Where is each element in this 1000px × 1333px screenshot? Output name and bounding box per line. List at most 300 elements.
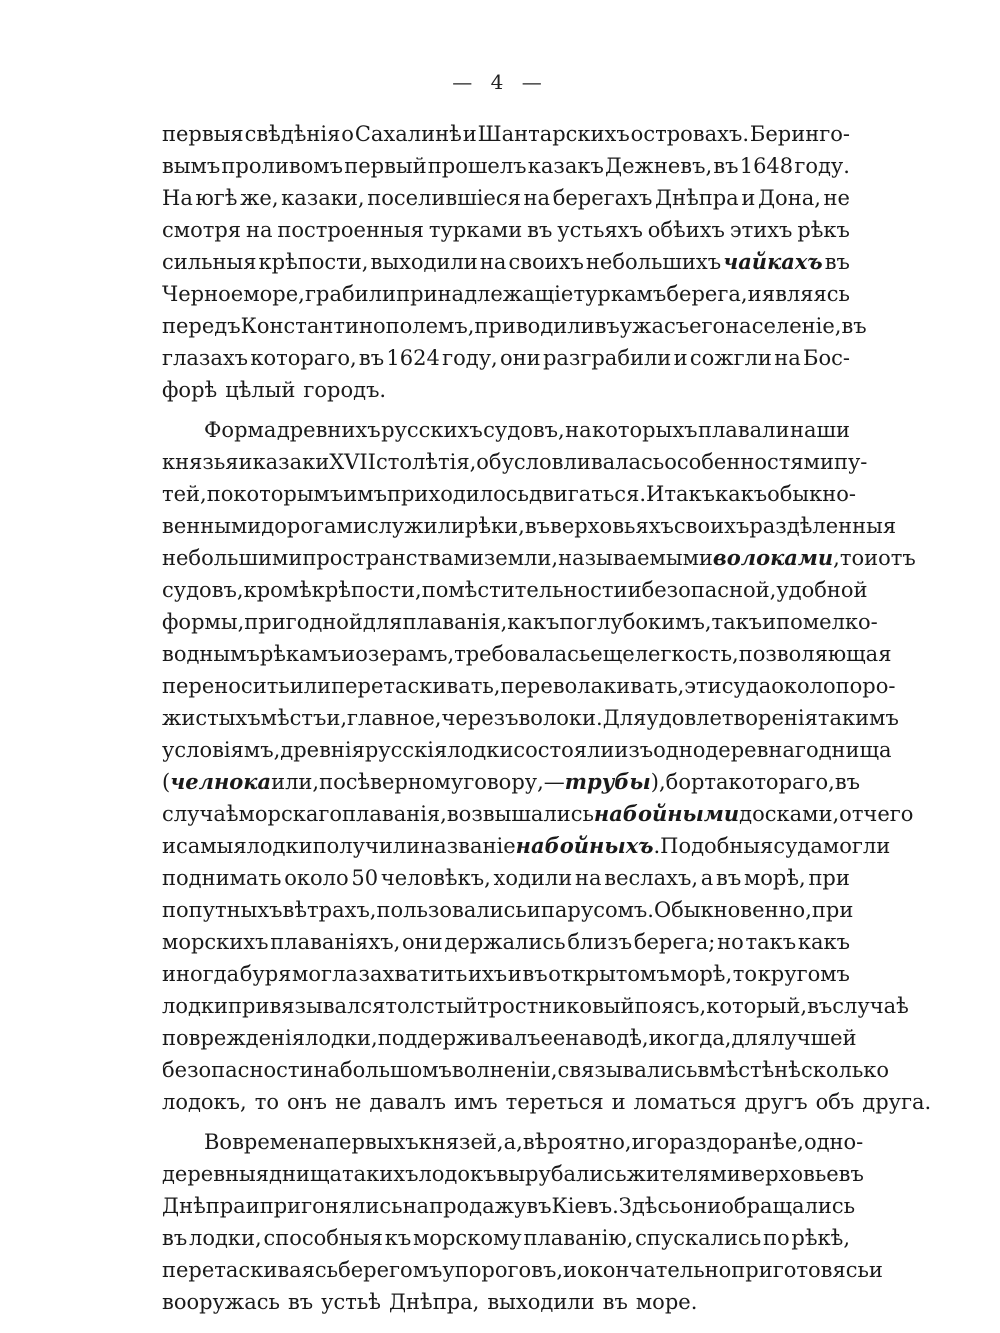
word: могла	[292, 962, 358, 986]
word: сильныя	[162, 250, 257, 274]
word: около	[771, 674, 836, 698]
word: способныя	[263, 1226, 383, 1250]
word: на	[523, 186, 551, 210]
word: лодки	[246, 834, 313, 858]
word: по	[206, 482, 234, 506]
word: получили	[312, 834, 421, 858]
word: и	[238, 450, 253, 474]
word: году.	[794, 154, 850, 178]
emphasized-word: волоками	[712, 545, 834, 570]
word: въ	[524, 514, 551, 538]
word: для	[731, 1026, 772, 1050]
word: поселившіеся	[367, 186, 521, 210]
word: турками	[428, 218, 523, 242]
word: первыхъ	[325, 1130, 419, 1154]
word: На	[162, 186, 193, 210]
word: при	[811, 898, 854, 922]
word: обращались	[721, 1194, 856, 1218]
word: трубы),	[564, 769, 666, 794]
word: море,	[243, 282, 305, 306]
word: судовъ,	[483, 418, 565, 442]
word: онъ	[286, 1090, 327, 1114]
word: въ	[526, 1194, 552, 1218]
word: Бос-	[803, 346, 850, 370]
word: еще	[590, 642, 635, 666]
word: въ	[162, 1226, 188, 1250]
word: веслахъ,	[604, 866, 699, 890]
word: форѣ	[162, 378, 218, 402]
word: югѣ	[195, 186, 238, 210]
word: Для	[602, 706, 647, 730]
word: водѣ,	[591, 1026, 649, 1050]
word: сожгли	[689, 346, 772, 370]
word: который,	[706, 994, 808, 1018]
text-line	[162, 574, 868, 606]
word: устьѣ	[321, 1290, 381, 1314]
word: объ	[815, 1090, 855, 1114]
word: а	[700, 866, 714, 890]
word: глубокимъ,	[586, 610, 712, 634]
word: и	[611, 1090, 626, 1114]
word: рѣкѣ,	[791, 1226, 850, 1250]
word: захватить	[358, 962, 468, 986]
text-line	[162, 862, 850, 894]
word: парусомъ.	[540, 898, 654, 922]
text-line	[162, 182, 850, 214]
word: крѣпости,	[311, 578, 422, 602]
word: цѣлый	[225, 378, 296, 402]
word: первыя	[162, 122, 244, 146]
word: попутныхъ	[162, 898, 283, 922]
word: лодки,	[304, 1026, 378, 1050]
word: и	[741, 186, 756, 210]
word: или,	[271, 770, 320, 794]
emphasized-word: набойными	[593, 801, 740, 826]
word: большомъ	[340, 1058, 452, 1082]
word: на	[574, 866, 602, 890]
word: 1648	[739, 154, 794, 178]
word: вѣроятно,	[522, 1130, 632, 1154]
word: на	[774, 346, 801, 370]
text-line	[162, 1286, 850, 1318]
word: берега,	[666, 282, 748, 306]
word: ужасъ	[619, 314, 690, 338]
word: поро-	[835, 674, 896, 698]
word: вѣтрахъ,	[282, 898, 377, 922]
word: на	[402, 1194, 430, 1218]
text-line	[162, 766, 861, 798]
word: плаванія,	[342, 802, 447, 826]
word: 50	[351, 866, 379, 890]
word: русскія	[364, 738, 448, 762]
word: Днѣпра,	[388, 1290, 480, 1314]
word: безопасности	[162, 1058, 314, 1082]
word: Во	[204, 1130, 233, 1154]
word: котораго,	[250, 346, 357, 370]
word: же,	[240, 186, 279, 210]
word: дорогами	[261, 514, 367, 538]
word: въ	[602, 1290, 628, 1314]
text-line	[162, 310, 867, 342]
text-line	[162, 1126, 864, 1158]
word: а,	[503, 1130, 523, 1154]
word: изъ	[614, 738, 654, 762]
word: открытомъ	[548, 962, 670, 986]
word: пу-	[833, 450, 868, 474]
word: главное,	[347, 706, 442, 730]
word: древнія	[280, 738, 365, 762]
word: Дона,	[757, 186, 821, 210]
word: называемыми	[558, 546, 713, 570]
word: море.	[635, 1290, 698, 1314]
word: требовалась	[454, 642, 591, 666]
word: пригодной	[244, 610, 363, 634]
word: двигаться.	[528, 482, 646, 506]
word: на	[313, 1058, 340, 1082]
word: держались	[444, 930, 566, 954]
word: спускались	[635, 1226, 762, 1250]
word: суда	[721, 674, 772, 698]
text-line	[162, 830, 891, 862]
word: своихъ	[673, 514, 750, 538]
word: берега;	[633, 930, 716, 954]
word: небольшихъ	[585, 250, 722, 274]
word: выходили	[487, 1290, 595, 1314]
word: и	[563, 1258, 577, 1282]
word: для	[362, 610, 403, 634]
word: случаѣ	[832, 994, 909, 1018]
word: особенностями	[664, 450, 834, 474]
word: то	[254, 1090, 279, 1114]
word: котораго,	[728, 770, 835, 794]
text-line	[162, 1054, 890, 1086]
word: глазахъ	[162, 346, 249, 370]
word: черезъ	[441, 706, 519, 730]
word: Шантарскихъ	[477, 122, 630, 146]
word: служили	[366, 514, 465, 538]
word: XVII	[329, 450, 376, 474]
word: или	[289, 674, 332, 698]
word: въ	[287, 1290, 314, 1314]
word: буря	[239, 962, 292, 986]
word: удовлетворенія	[646, 706, 818, 730]
word: морскаго	[238, 802, 343, 826]
word: около	[284, 866, 349, 890]
word: въ	[713, 154, 739, 178]
word	[594, 798, 739, 830]
word: тереться	[505, 1090, 604, 1114]
text-line	[162, 246, 850, 278]
word: суда	[773, 834, 823, 858]
word: проливомъ	[221, 154, 344, 178]
word: тростниковый	[477, 994, 635, 1018]
word: поднимать	[162, 866, 282, 890]
word: въ	[834, 770, 861, 794]
word: въ	[716, 866, 742, 890]
word: русскихъ	[381, 418, 483, 442]
word: лодки	[447, 738, 514, 762]
word: грабили	[305, 282, 396, 306]
word: толстый	[385, 994, 478, 1018]
word: венными	[162, 514, 262, 538]
word: и	[864, 546, 879, 570]
word: отъ	[878, 546, 916, 570]
word: морѣ,	[670, 962, 733, 986]
text-line	[162, 446, 868, 478]
word: выходили	[370, 250, 478, 274]
word: переносить	[162, 674, 290, 698]
word: морскихъ	[162, 930, 269, 954]
word: его	[689, 314, 726, 338]
word: переволакивать,	[500, 674, 685, 698]
word: и	[627, 578, 642, 602]
word: разграбили	[542, 346, 672, 370]
word: не	[823, 186, 850, 210]
word: обусловливалась	[476, 450, 665, 474]
word: такъ	[664, 482, 715, 506]
word: построенныя	[277, 218, 424, 242]
text-line	[162, 414, 850, 446]
word: формы,	[162, 610, 245, 634]
word: такъ	[711, 610, 763, 634]
word: иногда	[162, 962, 240, 986]
word: возвышались	[446, 802, 594, 826]
word: и	[462, 122, 477, 146]
word: по	[319, 770, 346, 794]
word: ихъ	[467, 962, 508, 986]
word: связывались	[557, 1058, 698, 1082]
word: на	[479, 250, 507, 274]
word: по	[762, 1226, 790, 1250]
word: набойныхъ.	[515, 833, 661, 858]
word: окончательно	[577, 1258, 732, 1282]
word: морѣ,	[743, 866, 806, 890]
emphasized-word: чайкахъ	[723, 249, 823, 274]
word: приготовясь	[731, 1258, 869, 1282]
word: крѣпости,	[258, 250, 369, 274]
word: о	[341, 122, 354, 146]
word: лодокъ	[418, 1162, 497, 1186]
text-line	[162, 150, 850, 182]
word: городъ.	[303, 378, 387, 402]
word: то	[732, 962, 758, 986]
word: казаки,	[281, 186, 365, 210]
word: рѣки,	[464, 514, 525, 538]
word: Черное	[162, 282, 244, 306]
word: Дежневъ,	[605, 154, 713, 178]
word: и	[673, 346, 688, 370]
word: днища	[818, 738, 892, 762]
word: удобной	[776, 578, 868, 602]
word: вырубались	[496, 1162, 627, 1186]
word: не	[335, 1090, 362, 1114]
word: лодки	[162, 994, 229, 1018]
word: позволяющая	[738, 642, 892, 666]
emphasized-word: набойныхъ	[515, 833, 654, 858]
word: плаванія,	[402, 610, 508, 634]
word: Днѣпра	[162, 1194, 246, 1218]
word: одно-	[803, 1130, 864, 1154]
word: ее	[540, 1026, 566, 1050]
paragraph-gap	[162, 1118, 850, 1126]
word: и	[631, 1130, 646, 1154]
word: въ	[527, 218, 553, 242]
word: кромѣ	[243, 578, 312, 602]
word: волненіи,	[451, 1058, 558, 1082]
word: условіямъ,	[162, 738, 281, 762]
word: они	[402, 930, 443, 954]
word: населеніе,	[725, 314, 842, 338]
word: обѣихъ	[647, 218, 725, 242]
word: по	[776, 610, 803, 634]
word: самыя	[176, 834, 247, 858]
word: по	[559, 610, 587, 634]
word: досками,	[739, 802, 840, 826]
word: на	[565, 1026, 592, 1050]
word: въ	[594, 314, 620, 338]
word: на	[245, 218, 273, 242]
word: сѣверному	[345, 770, 464, 794]
word: принадлежащіе	[396, 282, 574, 306]
word: близъ	[567, 930, 633, 954]
word	[723, 246, 823, 278]
paragraph-gap	[162, 406, 850, 414]
word: —	[543, 770, 565, 794]
word: они	[680, 1194, 722, 1218]
word: прошелъ	[427, 154, 527, 178]
word: нѣсколько	[774, 1058, 890, 1082]
text-line	[162, 1158, 864, 1190]
word: однодеревнаго	[653, 738, 819, 762]
word: и	[648, 1026, 663, 1050]
word: продажу	[429, 1194, 527, 1218]
word: времена	[232, 1130, 326, 1154]
word: Берингo-	[749, 122, 850, 146]
word: и,	[326, 706, 348, 730]
word: къ	[384, 1226, 412, 1250]
text-line	[162, 342, 850, 374]
word: которыхъ	[592, 418, 698, 442]
word: ломаться	[633, 1090, 737, 1114]
word: поясъ,	[634, 994, 707, 1018]
word: другъ	[744, 1090, 808, 1114]
text-line	[162, 1190, 856, 1222]
word: морскому	[413, 1226, 522, 1250]
word: устьяхъ	[557, 218, 643, 242]
text-line	[162, 606, 878, 638]
text-line	[162, 702, 899, 734]
word: эти	[684, 674, 722, 698]
emphasized-word: трубы	[564, 769, 651, 794]
word: князья	[162, 450, 239, 474]
word: верховьяхъ	[550, 514, 674, 538]
word: названіе	[420, 834, 516, 858]
word: и	[507, 962, 522, 986]
word: друга.	[862, 1090, 932, 1114]
word: отчего	[839, 802, 914, 826]
word: говору,	[463, 770, 544, 794]
paragraph	[162, 118, 867, 406]
word: этихъ	[729, 218, 793, 242]
text-line	[162, 990, 909, 1022]
word: имъ	[453, 1090, 498, 1114]
text-line	[162, 278, 850, 310]
word: раздѣленныя	[749, 514, 897, 538]
word: жителями	[626, 1162, 741, 1186]
word: верховьевъ	[740, 1162, 864, 1186]
word: казаки	[252, 450, 330, 474]
word: судовъ,	[162, 578, 244, 602]
word: рѣкамъ	[259, 642, 342, 666]
word: вмѣстѣ	[697, 1058, 775, 1082]
word: плавали	[697, 418, 790, 442]
word: пространствами	[302, 546, 484, 570]
word: состояли	[513, 738, 615, 762]
text-line	[162, 1022, 857, 1054]
word: воднымъ	[162, 642, 260, 666]
text-line	[162, 734, 892, 766]
word: И	[646, 482, 665, 506]
word: какъ	[507, 610, 560, 634]
word: казакъ	[527, 154, 604, 178]
word: но	[717, 930, 744, 954]
word: такъ	[745, 930, 797, 954]
text-line	[162, 638, 892, 670]
word: свѣдѣнія	[244, 122, 341, 146]
text-line	[162, 1086, 932, 1118]
word: и	[762, 610, 777, 634]
word: островахъ.	[630, 122, 750, 146]
word: земли,	[483, 546, 559, 570]
word: и	[526, 898, 541, 922]
word: пользовались	[376, 898, 527, 922]
word: тей,	[162, 482, 207, 506]
word: поврежденія	[162, 1026, 305, 1050]
word: привязывался	[228, 994, 386, 1018]
text-line	[162, 894, 854, 926]
word: при	[808, 866, 850, 890]
word: лодокъ,	[162, 1090, 247, 1114]
text-line	[162, 958, 850, 990]
word: мѣстъ	[260, 706, 327, 730]
word: днища	[269, 1162, 342, 1186]
word: поддерживалъ	[377, 1026, 541, 1050]
text-line	[162, 926, 850, 958]
word: лучшей	[771, 1026, 857, 1050]
word: Здѣсь	[618, 1194, 681, 1218]
word: 1624	[386, 346, 440, 370]
word: ходили	[493, 866, 573, 890]
text-line	[162, 118, 850, 150]
text-line	[162, 478, 856, 510]
word: Константинополемъ,	[240, 314, 475, 338]
word: то	[839, 546, 865, 570]
word: волоки.	[518, 706, 603, 730]
word: и	[162, 834, 176, 858]
word: перетаскивать,	[331, 674, 501, 698]
word: туркамъ	[573, 282, 667, 306]
word: являясь	[761, 282, 850, 306]
word: такихъ	[341, 1162, 419, 1186]
word: своихъ	[508, 250, 584, 274]
word: деревныя	[162, 1162, 270, 1186]
word: Обыкновенно,	[653, 898, 812, 922]
word: берегахъ	[552, 186, 653, 210]
word: озерамъ,	[355, 642, 455, 666]
word: кругомъ	[757, 962, 850, 986]
word: вымъ	[162, 154, 221, 178]
text-line	[162, 798, 914, 830]
